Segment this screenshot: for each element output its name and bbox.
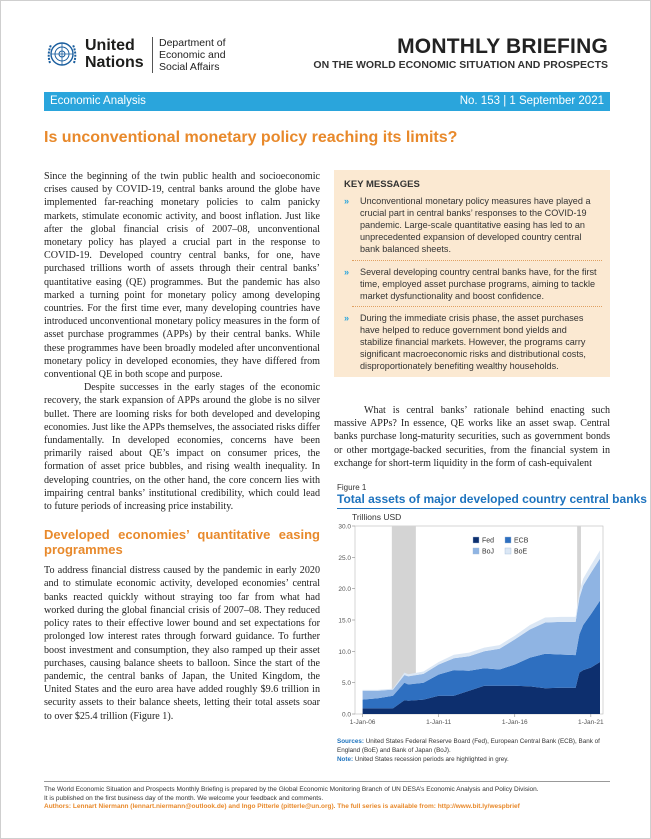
key-message-item xyxy=(344,312,602,372)
key-messages-title: KEY MESSAGES xyxy=(344,179,420,190)
assets-area-chart xyxy=(337,521,611,731)
article-headline: Is unconventional monetary policy reaching its limits? xyxy=(44,129,458,146)
org-line-2: Nations xyxy=(85,54,144,71)
legend-swatch-boe xyxy=(505,548,511,554)
figure-label: Figure 1 xyxy=(337,483,367,492)
divider xyxy=(352,260,602,261)
legend-label-fed: Fed xyxy=(482,537,495,545)
issue-number: No. 153 | 1 September 2021 xyxy=(459,95,604,107)
footer-authors: Authors: Lennart Niermann (lennart.niermann@outlook.de) and Ingo Pitterle (pitterle@un.org). The full series is available from: http://www.bit.ly/wespbrief xyxy=(44,803,520,811)
note-text: United States recession periods are highlighted in grey. xyxy=(354,756,509,763)
sources-label: Sources: xyxy=(337,738,364,745)
legend-swatch-fed xyxy=(473,537,479,543)
section-label: Economic Analysis xyxy=(50,95,146,107)
note-label: Note: xyxy=(337,756,354,763)
dept-line-1: Department of xyxy=(159,37,226,49)
y-tick-label: 5.0 xyxy=(341,680,351,688)
figure-rule xyxy=(337,508,610,509)
footer-line: The World Economic Situation and Prospects Monthly Briefing is prepared by the Global Economic Monitoring Branch of UN DESA’s Economic Analysis and Policy Division. xyxy=(44,786,539,793)
x-tick-label: 1-Jan-11 xyxy=(426,719,452,726)
figure-note xyxy=(337,756,509,763)
publication-subtitle: ON THE WORLD ECONOMIC SITUATION AND PROSPECTS xyxy=(313,59,608,71)
legend-label-boe: BoE xyxy=(514,548,528,556)
key-message-text: During the immediate crisis phase, the asset purchases have helped to reduce government bond yields and stabilize financial markets. However, the programs carry significant macroeconomic risks and distributional costs, disproportionately benefiting wealthy households. xyxy=(360,313,586,371)
x-tick-label: 1-Jan-16 xyxy=(501,719,528,726)
figure-sources xyxy=(337,738,611,755)
legend-swatch-boj xyxy=(473,548,479,554)
footer-line: It is published on the first business day of the month. We welcome your feedback and comments. xyxy=(44,794,324,802)
section-heading: Developed economies’ quantitative easing programmes xyxy=(44,527,320,558)
y-tick-label: 10.0 xyxy=(338,648,351,656)
y-tick-label: 30.0 xyxy=(338,523,351,531)
legend-swatch-ecb xyxy=(505,537,511,543)
right-column xyxy=(334,404,610,470)
legend-label-ecb: ECB xyxy=(514,537,529,545)
publication-title: MONTHLY BRIEFING xyxy=(397,35,608,58)
footer-rule xyxy=(44,781,610,782)
paragraph: Despite successes in the early stages of the economic recovery, the stark expansion of APPs around the globe is no silver bullet. There are looming risks for both developed and developing economies. Just like the APPs themselves, the associated risks differ fundamentally. In developed economies, concerns have been primarily raised about QE’s impact on consumer prices, the formation of asset price bubbles, and rising wealth inequality. In developing countries, on the other hand, the core concern lies with impairing central banks’ institutional credibility, which could lead to future periods of increasing price instability. xyxy=(44,382,320,513)
left-column xyxy=(44,170,320,723)
figure-title: Total assets of major developed country central banks xyxy=(337,492,647,506)
org-line-1: United xyxy=(85,37,135,54)
paragraph: To address financial distress caused by the pandemic in early 2020 and to stimulate economic activity, developed economies’ central banks reacted quickly without straying too far from what had worked during the global financial crisis of 2007–08. They reduced policy rates to their effective lower bound and set expectations for prolonged low interest rates through forward guidance. To further boost investment and consumption, they also ramped up their asset purchases, causing balance sheets to balloon. Since the start of the pandemic, the central banks of Japan, the United Kingdom, the United States and the euro area have added roughly $9.6 trillion in security assets to their balance sheets, letting their total assets soar to over $25.4 trillion (Figure 1). xyxy=(44,565,320,722)
key-message-item xyxy=(344,195,602,255)
footer xyxy=(44,786,612,812)
key-message-item xyxy=(344,266,602,302)
key-message-text: Several developing country central banks have, for the first time, employed asset purchase programs, aiming to tackle market dysfunctionality and boost confidence. xyxy=(360,267,597,301)
y-axis-label: Trillions USD xyxy=(352,512,402,522)
chevron-icon: » xyxy=(344,267,350,277)
sources-text: United States Federal Reserve Board (Fed), European Central Bank (ECB), Bank of England (BoE) and Bank of Japan (BoJ). xyxy=(337,738,600,754)
x-tick-label: 1-Jan-21 xyxy=(578,719,604,726)
key-messages-box xyxy=(334,170,610,377)
y-tick-label: 25.0 xyxy=(338,554,351,562)
paragraph: What is central banks’ rationale behind enacting such massive APPs? In essence, QE works like an asset swap. Central banks purchase long-maturity securities, such as government bonds or other mortgage-backed securities, from the financial system in exchange for short-term liquidity in the form of cash-equivalent xyxy=(334,405,610,469)
dept-line-2: Economic and xyxy=(159,49,226,61)
y-tick-label: 0.0 xyxy=(341,711,351,719)
paragraph: Since the beginning of the twin public health and socioeconomic crises caused by COVID-19, central banks around the globe have implemented far-reaching monetary policies to calm panicky markets, stimulate economic activity, and boost inflation. Just like after the global financial crisis of 2007–08, unconventional monetary policy has played a crucial part in the response to COVID-19. Developed country central banks, for one, have purchased trillions worth of assets through their central banks’ quantitative easing (QE) programmes. But the pandemic has also marked a turning point for monetary policy among developing countries. For the first time ever, many developing countries have introduced unconventional monetary policy measures in the form of asset purchase programmes (APPs) by their central banks. While these programmes have been broadly modeled after unconventional monetary policy in developed economies, they have differed from conventional QE in both scope and purpose. xyxy=(44,171,320,381)
y-tick-label: 20.0 xyxy=(338,586,351,594)
chevron-icon: » xyxy=(344,196,350,206)
un-wordmark xyxy=(85,37,144,71)
chevron-icon: » xyxy=(344,313,350,323)
key-message-text: Unconventional monetary policy measures have played a crucial part in central banks’ responses to the COVID-19 pandemic. Large-scale quantitative easing has led to an unprecedented expansion of developed country central bank balanced sheets. xyxy=(360,196,591,254)
divider xyxy=(352,306,602,307)
department-name xyxy=(152,37,226,73)
legend-label-boj: BoJ xyxy=(482,548,495,556)
un-emblem-icon xyxy=(45,37,79,71)
y-tick-label: 15.0 xyxy=(338,617,351,625)
section-bar xyxy=(44,92,610,111)
x-tick-label: 1-Jan-06 xyxy=(349,719,376,726)
dept-line-3: Social Affairs xyxy=(159,61,220,73)
